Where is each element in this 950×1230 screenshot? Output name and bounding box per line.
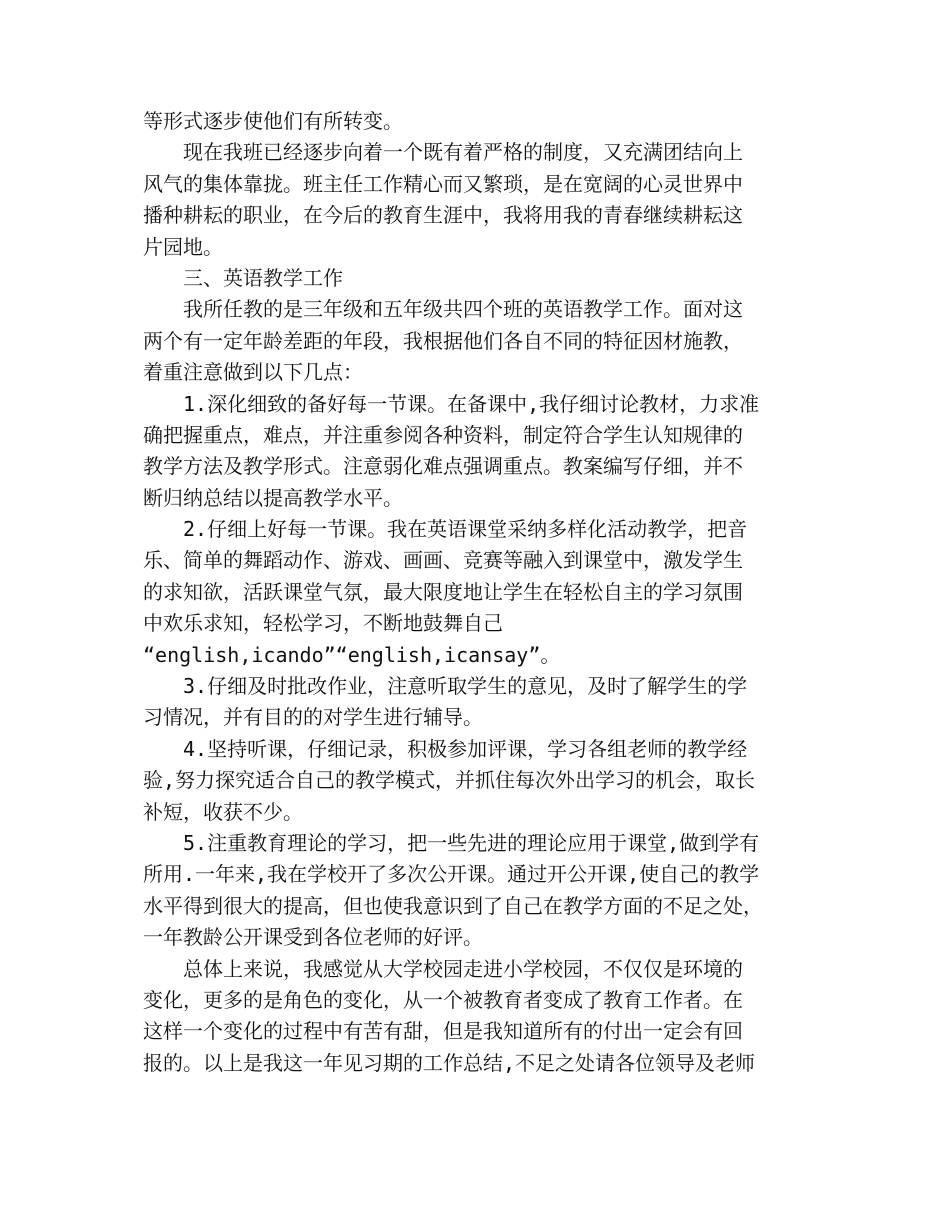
list-item: 4.坚持听课，仔细记录，积极参加评课，学习各组老师的教学经 — [183, 736, 748, 761]
text-line: 确把握重点，难点，并注重参阅各种资料，制定符合学生认知规律的 — [143, 422, 743, 447]
text-line: 所用.一年来,我在学校开了多次公开课。通过开公开课,使自己的教学 — [143, 862, 760, 887]
text-line: 片园地。 — [143, 234, 223, 259]
text-line: 乐、简单的舞蹈动作、游戏、画画、竞赛等融入到课堂中，激发学生 — [143, 548, 743, 573]
text-line: 变化，更多的是角色的变化，从一个被教育者变成了教育工作者。在 — [143, 987, 743, 1012]
text-line: 教学方法及教学形式。注意弱化难点强调重点。教案编写仔细，并不 — [143, 454, 743, 479]
text-line: 水平得到很大的提高，但也使我意识到了自己在教学方面的不足之处， — [143, 893, 763, 918]
list-item: 1.深化细致的备好每一节课。在备课中,我仔细讨论教材，力求准 — [183, 391, 760, 416]
text-line: 一年教龄公开课受到各位老师的好评。 — [143, 925, 483, 950]
text-line: 的求知欲，活跃课堂气氛，最大限度地让学生在轻松自主的学习氛围 — [143, 579, 743, 604]
text-line: 习情况，并有目的的对学生进行辅导。 — [143, 705, 483, 730]
text-line: 播种耕耘的职业，在今后的教育生涯中，我将用我的青春继续耕耘这 — [143, 203, 743, 228]
text-line: 等形式逐步使他们有所转变。 — [143, 109, 403, 133]
text-line: 中欢乐求知，轻松学习，不断地鼓舞自己 — [143, 611, 503, 636]
text-line: “english,icando”“english,icansay”。 — [143, 642, 561, 667]
text-line: 着重注意做到以下几点： — [143, 360, 363, 385]
document-body — [143, 106, 807, 1079]
text-line: 这样一个变化的过程中有苦有甜，但是我知道所有的付出一定会有回 — [143, 1019, 743, 1044]
list-item: 5.注重教育理论的学习，把一些先进的理论应用于课堂,做到学有 — [183, 830, 760, 855]
text-line: 风气的集体靠拢。班主任工作精心而又繁琐，是在宽阔的心灵世界中 — [143, 171, 743, 196]
text-line: 两个有一定年龄差距的年段，我根据他们各自不同的特征因材施教， — [143, 328, 743, 353]
text-line: 补短，收获不少。 — [143, 799, 303, 824]
text-line: 验,努力探究适合自己的教学模式，并抓住每次外出学习的机会，取长 — [143, 768, 756, 793]
section-heading: 三、英语教学工作 — [183, 265, 343, 290]
list-item: 3.仔细及时批改作业，注意听取学生的意见，及时了解学生的学 — [183, 674, 748, 699]
text-line: 我所任教的是三年级和五年级共四个班的英语教学工作。面对这 — [183, 297, 743, 322]
list-item: 2.仔细上好每一节课。我在英语课堂采纳多样化活动教学，把音 — [183, 517, 748, 542]
text-line: 报的。以上是我这一年见习期的工作总结,不足之处请各位领导及老师 — [143, 1050, 756, 1075]
text-line: 现在我班已经逐步向着一个既有着严格的制度，又充满团结向上 — [183, 140, 743, 165]
text-line: 总体上来说，我感觉从大学校园走进小学校园，不仅仅是环境的 — [183, 956, 743, 981]
text-line: 断归纳总结以提高教学水平。 — [143, 485, 403, 510]
